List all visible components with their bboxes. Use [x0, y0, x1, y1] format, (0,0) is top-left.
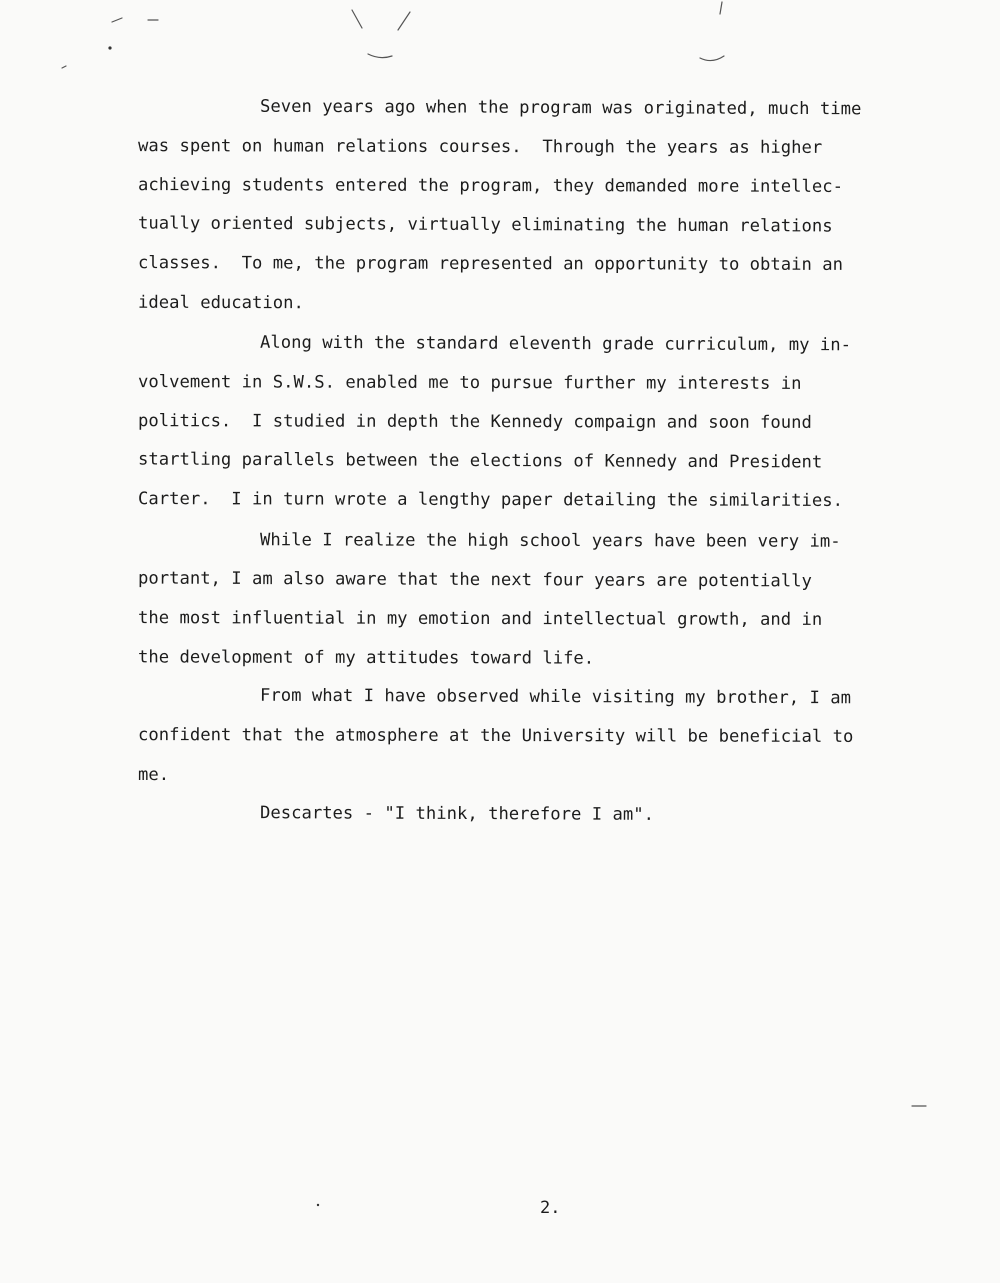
text-line: ideal education. [137, 292, 304, 314]
text-line: From what I have observed while visiting my brother, I am [259, 685, 852, 709]
text-line: volvement in S.W.S. enabled me to pursue further my interests in [137, 372, 802, 394]
text-line: portant, I am also aware that the next four years are potentially [137, 568, 812, 592]
text-line: Carter. I in turn wrote a lengthy paper detailing the similarities. [137, 489, 844, 511]
text-line: achieving students entered the program, they demanded more intellec- [137, 175, 844, 197]
text-line: Descartes - "I think, therefore I am". [259, 803, 655, 825]
text-line: startling parallels between the elections of Kennedy and President [137, 449, 823, 473]
page-number: 2. [540, 1198, 561, 1218]
text-line: me. [137, 764, 170, 786]
text-line: Along with the standard eleventh grade curriculum, my in- [259, 332, 852, 356]
text-line: the development of my attitudes toward life. [137, 647, 595, 669]
text-line: politics. I studied in depth the Kennedy compaign and soon found [137, 411, 812, 433]
text-line: the most influential in my emotion and intellectual growth, and in [137, 608, 823, 630]
text-line: confident that the atmosphere at the University will be beneficial to [137, 725, 854, 747]
text-line: tually oriented subjects, virtually eliminating the human relations [137, 213, 833, 237]
text-line: While I realize the high school years have been very im- [259, 530, 841, 552]
text-line: Seven years ago when the program was originated, much time [259, 96, 862, 120]
text-line: was spent on human relations courses. Through the years as higher [137, 136, 823, 158]
text-line: classes. To me, the program represented an opportunity to obtain an [137, 253, 844, 275]
